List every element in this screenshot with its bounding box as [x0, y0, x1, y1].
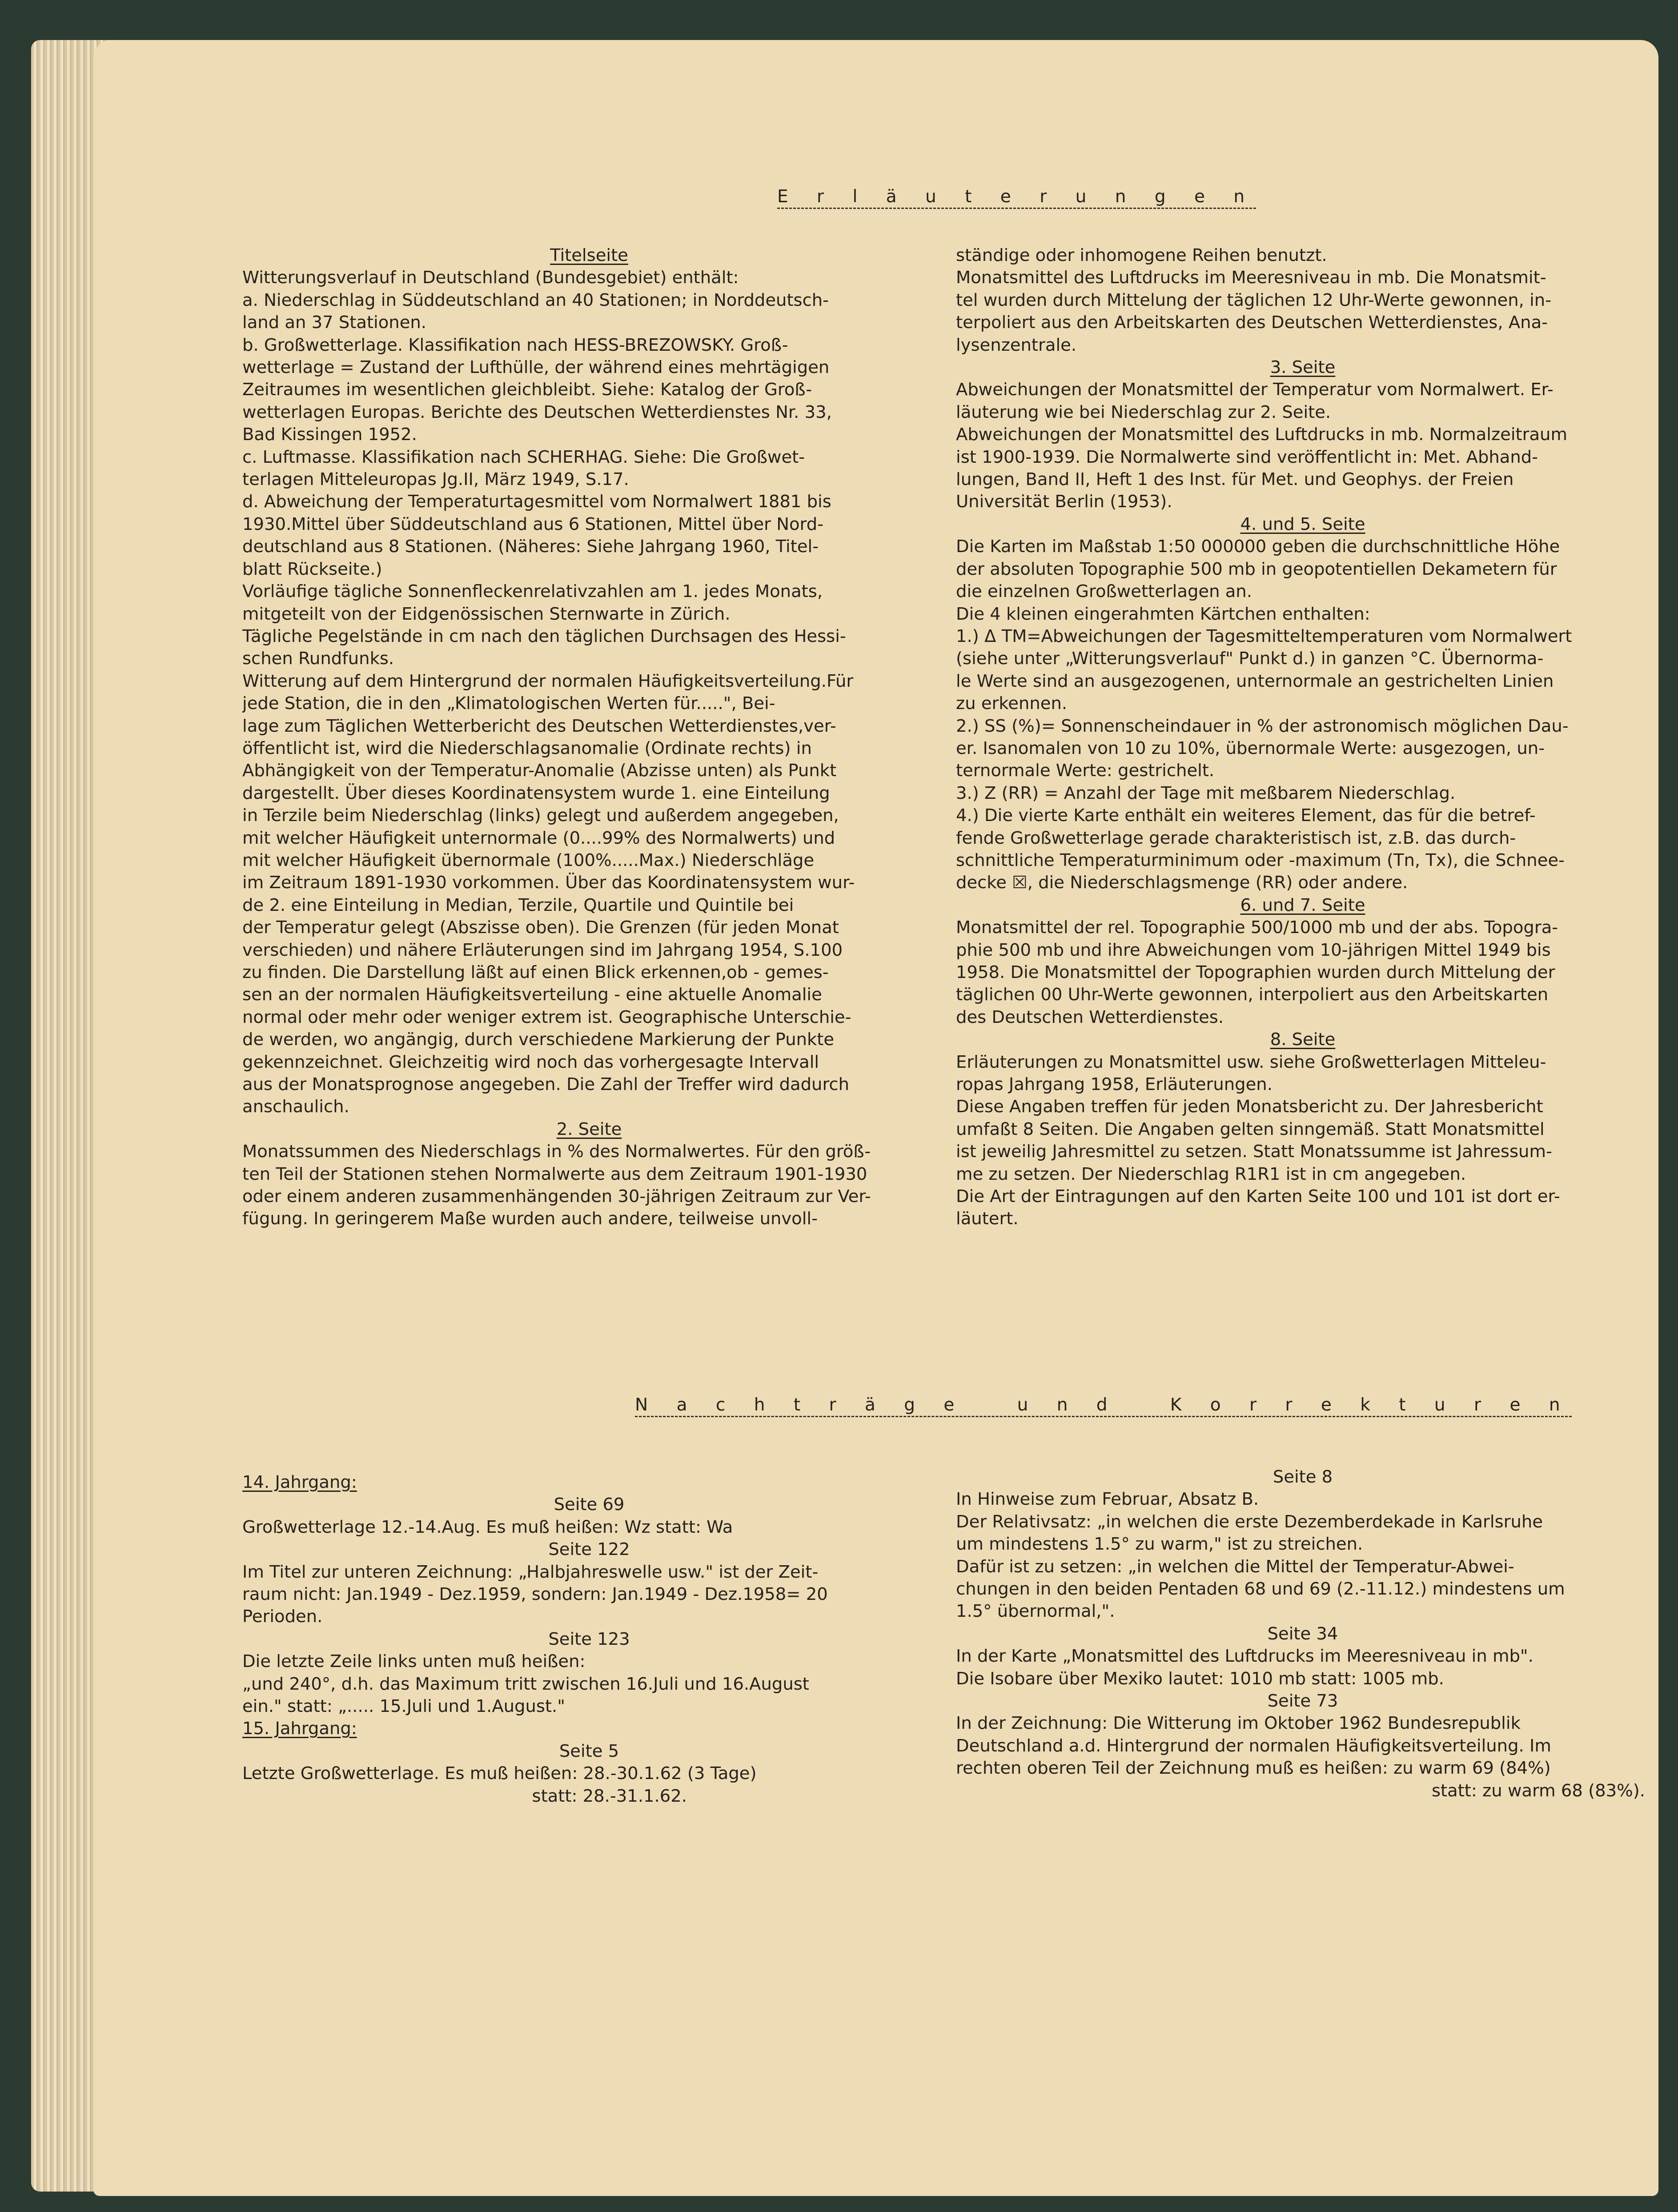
right-col-line: 6. und 7. Seite [1240, 895, 1365, 915]
left-col-line: zu finden. Die Darstellung läßt auf einen Blick erkennen,ob - gemes- [242, 962, 829, 982]
right-col-line: Universität Berlin (1953). [956, 492, 1172, 512]
left-col-line: verschieden) und nähere Erläuterungen sind im Jahrgang 1954, S.100 [242, 940, 843, 960]
right-col-line: Abweichungen der Monatsmittel des Luftdrucks in mb. Normalzeitraum [956, 425, 1567, 445]
right-col-line: decke ☒, die Niederschlagsmenge (RR) oder andere. [956, 873, 1408, 893]
right-col-line: me zu setzen. Der Niederschlag R1R1 ist in cm angegeben. [956, 1164, 1466, 1184]
right-col-line: ropas Jahrgang 1958, Erläuterungen. [956, 1074, 1273, 1095]
right-column [956, 244, 1650, 1230]
heading-erlaeuterungen: E r l ä u t e r u n g e n [777, 187, 1256, 209]
left-col2-line: Seite 69 [554, 1495, 625, 1515]
left-col-line: land an 37 Stationen. [242, 313, 427, 333]
left-col-line: der Temperatur gelegt (Abszisse oben). Die Grenzen (für jeden Monat [242, 918, 839, 938]
right-col-line: zu erkennen. [956, 693, 1068, 714]
right-col-line: umfaßt 8 Seiten. Die Angaben gelten sinngemäß. Statt Monatsmittel [956, 1119, 1545, 1139]
left-col-line: in Terzile beim Niederschlag (links) gelegt und außerdem angegeben, [242, 805, 839, 826]
right-col-line: er. Isanomalen von 10 zu 10%, übernormale Werte: ausgezogen, un- [956, 738, 1545, 758]
right-col-line: tel wurden durch Mittelung der täglichen 12 Uhr-Werte gewonnen, in- [956, 290, 1552, 310]
right-col2-line: In der Zeichnung: Die Witterung im Oktober 1962 Bundesrepublik [956, 1713, 1521, 1734]
left-col-line: jede Station, die in den „Klimatologischen Werten für.....", Bei- [242, 693, 775, 714]
left-col2-line: 15. Jahrgang: [242, 1719, 357, 1739]
left-col2-line: Die letzte Zeile links unten muß heißen: [242, 1651, 586, 1672]
left-col2-line: Großwetterlage 12.-14.Aug. Es muß heißen: Wz statt: Wa [242, 1517, 733, 1537]
right-col-line: Monatsmittel des Luftdrucks im Meeresniveau in mb. Die Monatsmit- [956, 268, 1546, 288]
right-col-line: der absoluten Topographie 500 mb in geopotentiellen Dekametern für [956, 559, 1557, 579]
left-col-line: Monatssummen des Niederschlags in % des Normalwertes. Für den größ- [242, 1142, 871, 1162]
left-col-line: Titelseite [550, 245, 628, 265]
left-col-line: 1930.Mittel über Süddeutschland aus 6 Stationen, Mittel über Nord- [242, 514, 824, 534]
right-col-line: 1.) Δ TM=Abweichungen der Tagesmitteltemperaturen vom Normalwert [956, 626, 1572, 646]
right-col-line: läutert. [956, 1209, 1019, 1229]
right-col-line: lysenzentrale. [956, 335, 1077, 355]
left-col-line: Tägliche Pegelstände in cm nach den täglichen Durchsagen des Hessi- [242, 626, 846, 646]
left-col2-line: 14. Jahrgang: [242, 1472, 357, 1492]
right-col-line: 8. Seite [1270, 1030, 1336, 1050]
right-col2-line: chungen in den beiden Pentaden 68 und 69 (2.-11.12.) mindestens um [956, 1579, 1565, 1599]
left-col-line: a. Niederschlag in Süddeutschland an 40 Stationen; in Norddeutsch- [242, 290, 829, 310]
right-col-line: Diese Angaben treffen für jeden Monatsbericht zu. Der Jahresbericht [956, 1097, 1543, 1117]
right-col-line: Erläuterungen zu Monatsmittel usw. siehe Großwetterlagen Mitteleu- [956, 1052, 1546, 1072]
left-col-line: terlagen Mitteleuropas Jg.II, März 1949, S.17. [242, 469, 629, 490]
left-col-line: im Zeitraum 1891-1930 vorkommen. Über das Koordinatensystem wur- [242, 873, 855, 893]
left-col-line: dargestellt. Über dieses Koordinatensystem wurde 1. eine Einteilung [242, 783, 830, 803]
left-col-line: de werden, wo angängig, durch verschiedene Markierung der Punkte [242, 1030, 835, 1050]
left-col-line: Zeitraumes im wesentlichen gleichbleibt. Siehe: Katalog der Groß- [242, 380, 812, 400]
left-col2-line: Seite 5 [559, 1741, 619, 1761]
right-col2-line: Seite 34 [1267, 1623, 1338, 1644]
left-col-line: anschaulich. [242, 1097, 349, 1117]
left-col-line: aus der Monatsprognose angegeben. Die Zahl der Treffer wird dadurch [242, 1074, 850, 1095]
left-col-line: fügung. In geringerem Maße wurden auch andere, teilweise unvoll- [242, 1209, 818, 1229]
left-col-line: ten Teil der Stationen stehen Normalwerte aus dem Zeitraum 1901-1930 [242, 1164, 867, 1184]
left-col-line: lage zum Täglichen Wetterbericht des Deutschen Wetterdienstes,ver- [242, 716, 836, 736]
left-col2-line: ein." statt: „..... 15.Juli und 1.August." [242, 1696, 565, 1717]
left-col-line: wetterlage = Zustand der Lufthülle, der während eines mehrtägigen [242, 357, 830, 378]
right-col-line: Die 4 kleinen eingerahmten Kärtchen enthalten: [956, 604, 1370, 624]
left-col2-line: Im Titel zur unteren Zeichnung: „Halbjahreswelle usw." ist der Zeit- [242, 1562, 819, 1582]
right-col-line: 1958. Die Monatsmittel der Topographien wurden durch Mittelung der [956, 962, 1555, 982]
left-col2-line: „und 240°, d.h. das Maximum tritt zwischen 16.Juli und 16.August [242, 1674, 809, 1694]
left-col2-line: statt: 28.-31.1.62. [532, 1786, 687, 1806]
right-col-line: Monatsmittel der rel. Topographie 500/1000 mb und der abs. Topogra- [956, 918, 1558, 938]
left-col2-line: Seite 123 [548, 1629, 630, 1649]
right-col-line: 4.) Die vierte Karte enthält ein weiteres Element, das für die betref- [956, 805, 1536, 826]
right-col-line: terpoliert aus den Arbeitskarten des Deutschen Wetterdienstes, Ana- [956, 313, 1548, 333]
left-col2-line: Perioden. [242, 1607, 323, 1627]
right-col2-line: 1.5° übernormal,". [956, 1601, 1115, 1622]
left-col-line: 2. Seite [556, 1119, 622, 1139]
right-col2-line: Deutschland a.d. Hintergrund der normalen Häufigkeitsverteilung. Im [956, 1735, 1551, 1756]
right-col-line: Abweichungen der Monatsmittel der Temperatur vom Normalwert. Er- [956, 380, 1554, 400]
right-col2-line: Seite 73 [1267, 1691, 1338, 1711]
right-col-line: 3.) Z (RR) = Anzahl der Tage mit meßbarem Niederschlag. [956, 783, 1456, 803]
right-col-line: 4. und 5. Seite [1240, 514, 1365, 534]
left-col-line: mitgeteilt von der Eidgenössischen Sternwarte in Zürich. [242, 604, 731, 624]
left-col2-line: Letzte Großwetterlage. Es muß heißen: 28.-30.1.62 (3 Tage) [242, 1763, 757, 1784]
right-col-line: läuterung wie bei Niederschlag zur 2. Seite. [956, 402, 1331, 422]
right-col-line: Die Art der Eintragungen auf den Karten Seite 100 und 101 ist dort er- [956, 1186, 1560, 1207]
left-col-line: mit welcher Häufigkeit übernormale (100%.....Max.) Niederschläge [242, 850, 815, 870]
left-col-line: de 2. eine Einteilung in Median, Terzile, Quartile und Quintile bei [242, 895, 794, 915]
left-col-line: gekennzeichnet. Gleichzeitig wird noch das vorhergesagte Intervall [242, 1052, 819, 1072]
left-col-line: öffentlicht ist, wird die Niederschlagsanomalie (Ordinate rechts) in [242, 738, 812, 758]
right-col-line: Die Karten im Maßstab 1:50 000000 geben die durchschnittliche Höhe [956, 537, 1560, 557]
right-col2-line: Der Relativsatz: „in welchen die erste Dezemberdekade in Karlsruhe [956, 1511, 1543, 1532]
right-col-line: ist 1900-1939. Die Normalwerte sind veröffentlicht in: Met. Abhand- [956, 447, 1538, 467]
left-col-line: b. Großwetterlage. Klassifikation nach HESS-BREZOWSKY. Groß- [242, 335, 788, 355]
right-col-line: lungen, Band II, Heft 1 des Inst. für Met. und Geophys. der Freien [956, 469, 1514, 490]
left-col-line: Abhängigkeit von der Temperatur-Anomalie (Abzisse unten) als Punkt [242, 761, 837, 781]
right-col-line: ternormale Werte: gestrichelt. [956, 761, 1215, 781]
right-col-line: fende Großwetterlage gerade charakteristisch ist, z.B. das durch- [956, 828, 1516, 848]
left-col2-line: Seite 122 [548, 1539, 630, 1560]
right-col-line: phie 500 mb und ihre Abweichungen vom 10-jährigen Mittel 1949 bis [956, 940, 1551, 960]
right-col-line: ist jeweilig Jahresmittel zu setzen. Statt Monatssumme ist Jahressum- [956, 1142, 1552, 1162]
right-col2-line: Dafür ist zu setzen: „in welchen die Mittel der Temperatur-Abwei- [956, 1556, 1514, 1577]
left-col-line: Bad Kissingen 1952. [242, 425, 417, 445]
right-col2-line: Die Isobare über Mexiko lautet: 1010 mb statt: 1005 mb. [956, 1668, 1444, 1689]
left-col2-line: raum nicht: Jan.1949 - Dez.1959, sondern: Jan.1949 - Dez.1958= 20 [242, 1584, 828, 1605]
right-col2-line: Seite 8 [1273, 1467, 1333, 1487]
left-col-line: normal oder mehr oder weniger extrem ist. Geographische Unterschie- [242, 1007, 851, 1027]
right-col-line: die einzelnen Großwetterlagen an. [956, 581, 1252, 602]
right-col-line: le Werte sind an ausgezogenen, unternormale an gestrichelten Linien [956, 671, 1554, 691]
right-col-line: 2.) SS (%)= Sonnenscheindauer in % der astronomisch möglichen Dau- [956, 716, 1569, 736]
right-col-line: 3. Seite [1270, 357, 1336, 378]
right-col2-line: In Hinweise zum Februar, Absatz B. [956, 1489, 1259, 1510]
left-col-line: Vorläufige tägliche Sonnenfleckenrelativzahlen am 1. jedes Monats, [242, 581, 823, 602]
right-col2-line: um mindestens 1.5° zu warm," ist zu streichen. [956, 1534, 1363, 1555]
corrections-left-column [242, 1471, 936, 1807]
left-col-line: sen an der normalen Häufigkeitsverteilung - eine aktuelle Anomalie [242, 985, 822, 1005]
left-col-line: blatt Rückseite.) [242, 559, 382, 579]
left-col-line: d. Abweichung der Temperaturtagesmittel vom Normalwert 1881 bis [242, 492, 831, 512]
left-col-line: Witterungsverlauf in Deutschland (Bundesgebiet) enthält: [242, 268, 739, 288]
left-col-line: schen Rundfunks. [242, 649, 394, 669]
left-col-line: deutschland aus 8 Stationen. (Näheres: Siehe Jahrgang 1960, Titel- [242, 537, 819, 557]
left-col-line: mit welcher Häufigkeit unternormale (0....99% des Normalwerts) und [242, 828, 835, 848]
left-col-line: c. Luftmasse. Klassifikation nach SCHERHAG. Siehe: Die Großwet- [242, 447, 805, 467]
right-col-line: ständige oder inhomogene Reihen benutzt. [956, 245, 1327, 265]
right-col2-line: In der Karte „Monatsmittel des Luftdrucks im Meeresniveau in mb". [956, 1646, 1533, 1667]
left-col-line: oder einem anderen zusammenhängenden 30-jährigen Zeitraum zur Ver- [242, 1186, 871, 1207]
left-column [242, 244, 936, 1230]
left-col-line: Witterung auf dem Hintergrund der normalen Häufigkeitsverteilung.Für [242, 671, 854, 691]
heading-nachtraege: N a c h t r ä g e u n d K o r r e k t u r e n [635, 1395, 1572, 1417]
right-col-line: schnittliche Temperaturminimum oder -maximum (Tn, Tx), die Schnee- [956, 850, 1565, 870]
right-col-line: täglichen 00 Uhr-Werte gewonnen, interpoliert aus den Arbeitskarten [956, 985, 1549, 1005]
right-col-line: des Deutschen Wetterdienstes. [956, 1007, 1224, 1027]
left-col-line: wetterlagen Europas. Berichte des Deutschen Wetterdienstes Nr. 33, [242, 402, 832, 422]
corrections-right-column [956, 1466, 1650, 1802]
right-col2-line: rechten oberen Teil der Zeichnung muß es heißen: zu warm 69 (84%) [956, 1758, 1551, 1779]
right-col-line: (siehe unter „Witterungsverlauf" Punkt d.) in ganzen °C. Übernorma- [956, 649, 1544, 669]
right-col2-line: statt: zu warm 68 (83%). [1431, 1780, 1645, 1801]
